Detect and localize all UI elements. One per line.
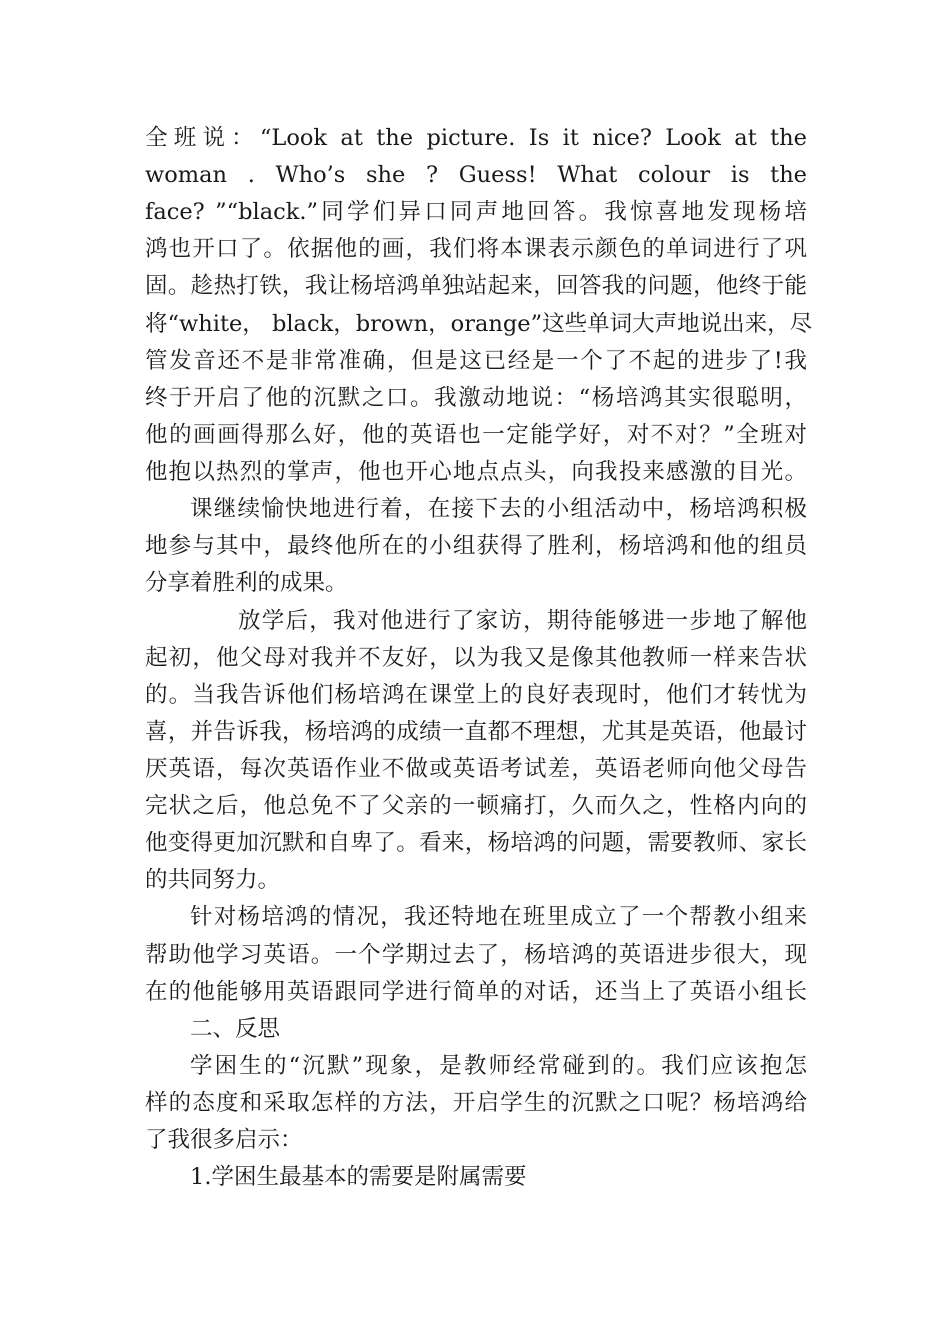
text-line: 他变得更加沉默和自卑了。看来，杨培鸿的问题，需要教师、家长 xyxy=(145,830,807,856)
text-line: 固。趁热打铁，我让杨培鸿单独站起来，回答我的问题，他终于能 xyxy=(145,273,807,299)
text-line: 在的他能够用英语跟同学进行简单的对话，还当上了英语小组长 xyxy=(145,979,807,1005)
text-line: 针对杨培鸿的情况，我还特地在班里成立了一个帮教小组来 xyxy=(190,904,807,930)
text-line: 放学后，我对他进行了家访，期待能够进一步地了解他 xyxy=(238,608,807,634)
text-line: 喜，并告诉我，杨培鸿的成绩一直都不理想，尤其是英语，他最讨 xyxy=(145,719,807,745)
text-line: 他的画画得那么好，他的英语也一定能学好，对不对？”全班对 xyxy=(145,422,807,448)
text-line: 分享着胜利的成果。 xyxy=(145,570,348,596)
text-line: 鸿也开口了。依据他的画，我们将本课表示颜色的单词进行了巩 xyxy=(145,236,807,262)
text-line: 样的态度和采取怎样的方法，开启学生的沉默之口呢？杨培鸿给 xyxy=(145,1090,807,1116)
text-line: 管发音还不是非常准确，但是这已经是一个了不起的进步了!我 xyxy=(145,348,807,374)
text-line: 他抱以热烈的掌声，他也开心地点点头，向我投来感激的目光。 xyxy=(145,459,807,485)
text-line: 起初，他父母对我并不友好，以为我又是像其他教师一样来告状 xyxy=(145,645,807,671)
text-line: 将“white， black，brown，orange”这些单词大声地说出来，尽 xyxy=(145,311,813,337)
text-line: 学困生的“沉默”现象，是教师经常碰到的。我们应该抱怎 xyxy=(190,1053,807,1079)
text-line: 课继续愉快地进行着，在接下去的小组活动中，杨培鸿积极 xyxy=(190,496,807,522)
text-line: face? ”“black.”同学们异口同声地回答。我惊喜地发现杨培 xyxy=(145,199,807,225)
text-line: woman . Who’s she ? Guess! What colour is the xyxy=(145,162,807,188)
numbered-heading: 1.学困生最基本的需要是附属需要 xyxy=(190,1164,527,1190)
text-line: 终于开启了他的沉默之口。我激动地说：“杨培鸿其实很聪明， xyxy=(145,385,807,411)
text-line: 全班说：“Look at the picture. Is it nice? Look at the xyxy=(145,125,807,151)
text-line: 的共同努力。 xyxy=(145,867,281,893)
text-line: 的。当我告诉他们杨培鸿在课堂上的良好表现时，他们才转忧为 xyxy=(145,682,807,708)
text-line: 完状之后，他总免不了父亲的一顿痛打，久而久之，性格内向的 xyxy=(145,793,807,819)
text-line: 地参与其中，最终他所在的小组获得了胜利，杨培鸿和他的组员 xyxy=(145,533,807,559)
text-line: 了我很多启示： xyxy=(145,1127,303,1153)
text-line: 帮助他学习英语。一个学期过去了，杨培鸿的英语进步很大，现 xyxy=(145,942,807,968)
section-heading: 二、反思 xyxy=(190,1016,281,1042)
text-line: 厌英语，每次英语作业不做或英语考试差，英语老师向他父母告 xyxy=(145,756,807,782)
